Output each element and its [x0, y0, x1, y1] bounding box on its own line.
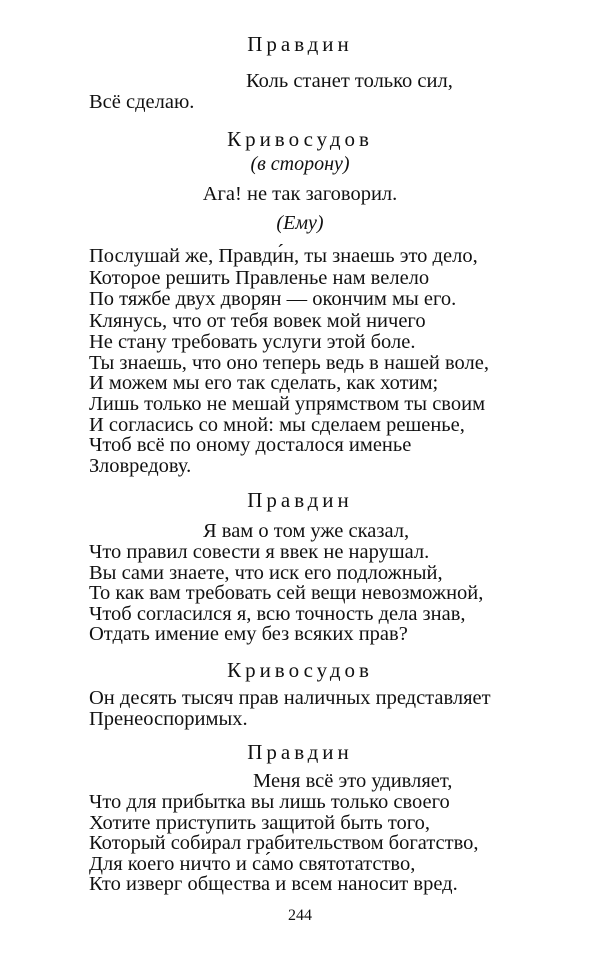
page-number: 244: [288, 907, 312, 924]
speaker-name: Правдин: [247, 488, 353, 512]
verse-line: Всё сделаю.: [89, 91, 195, 113]
verse-line: Меня всё это удивляет,: [253, 770, 453, 792]
verse-line: Ага! не так заговорил.: [202, 183, 398, 205]
speaker-name: Правдин: [247, 740, 353, 764]
verse-line: По тяжбе двух дворян — окончим мы его.: [89, 288, 457, 310]
verse-line: Кто изверг общества и всем наносит вред.: [89, 873, 458, 895]
verse-line: Для коего ничто и са́мо святотатство,: [89, 853, 416, 875]
verse-line: Вы сами знаете, что иск его подложный,: [89, 562, 443, 584]
verse-line: То как вам требовать сей вещи невозможной,: [89, 582, 484, 604]
speaker-name: Кривосудов: [227, 658, 373, 682]
verse-line: И согласись со мной: мы сделаем решенье,: [89, 414, 465, 436]
verse-line: Клянусь, что от тебя вовек мой ничего: [89, 310, 426, 332]
verse-line: Что для прибытка вы лишь только своего: [89, 791, 450, 813]
stage-direction: (в сторону): [250, 153, 350, 175]
speaker-name: Правдин: [247, 32, 353, 56]
verse-line: Зловредову.: [89, 455, 192, 477]
verse-line: Ты знаешь, что оно теперь ведь в нашей воле,: [89, 352, 489, 374]
verse-line: Послушай же, Правди́н, ты знаешь это дело,: [89, 245, 478, 267]
verse-line: Коль станет только сил,: [246, 70, 453, 92]
stage-direction: (Ему): [276, 212, 324, 234]
verse-line: Хотите приступить защитой быть того,: [89, 812, 431, 834]
verse-line: Я вам о том уже сказал,: [203, 520, 410, 542]
verse-line: Которое решить Правленье нам велело: [89, 267, 430, 289]
verse-line: Чтоб всё по оному досталося именье: [89, 434, 412, 456]
verse-line: Отдать имение ему без всяких прав?: [89, 623, 408, 645]
verse-line: Который собирал грабительством богатство,: [89, 832, 479, 854]
verse-line: Чтоб согласился я, всю точность дела знав,: [89, 603, 466, 625]
verse-line: Пренеоспоримых.: [89, 708, 248, 730]
verse-line: Что правил совести я ввек не нарушал.: [89, 541, 430, 563]
verse-line: Он десять тысяч прав наличных представляет: [89, 687, 491, 709]
verse-line: Лишь только не мешай упрямством ты своим: [89, 393, 486, 415]
speaker-name: Кривосудов: [227, 127, 373, 151]
verse-line: И можем мы его так сделать, как хотим;: [89, 372, 439, 394]
verse-line: Не стану требовать услуги этой боле.: [89, 331, 416, 353]
